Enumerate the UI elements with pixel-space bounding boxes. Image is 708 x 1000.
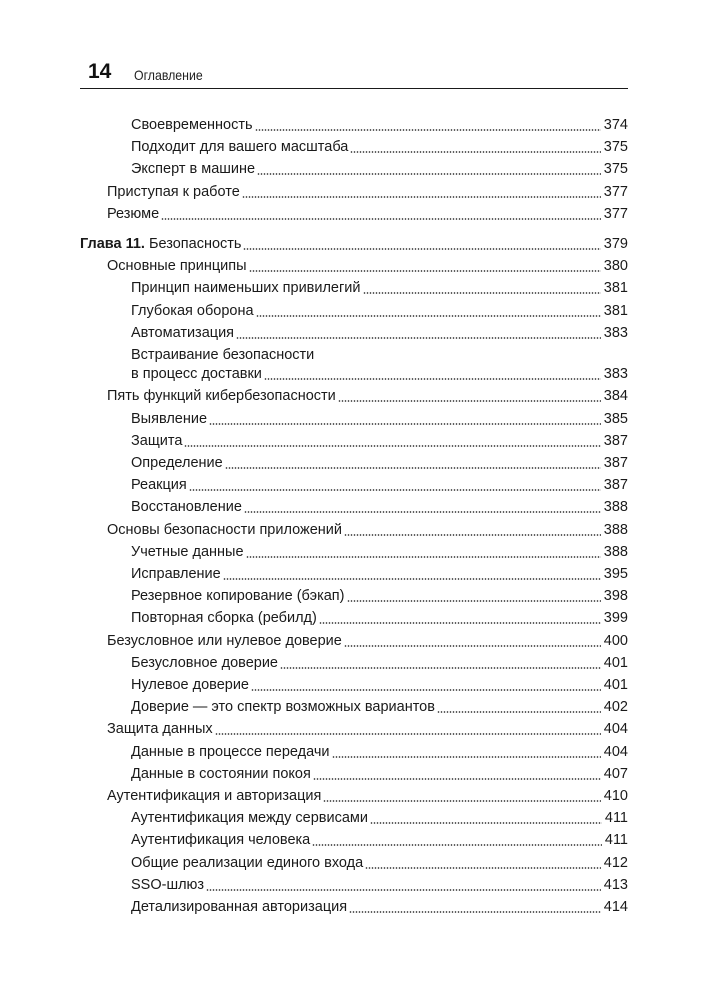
dot-leader (255, 129, 601, 131)
toc-entry-title: Восстановление (131, 499, 242, 516)
toc-entry-title: Определение (131, 455, 223, 471)
toc-entry-title: Данные в процессе передачи (131, 743, 330, 760)
toc-page-number: 379 (603, 236, 628, 252)
toc-entry-title: Общие реализации единого входа (131, 854, 364, 871)
dot-leader (313, 778, 601, 780)
dot-leader (338, 400, 601, 402)
chapter-title: Безопасность (148, 236, 242, 252)
toc-page-number: 384 (603, 388, 628, 405)
dot-leader (242, 196, 601, 198)
toc-entry-title: Пять функций кибербезопасности (107, 388, 336, 405)
toc-page-number: 387 (603, 477, 628, 494)
toc-entry-row[interactable] (131, 303, 628, 320)
dot-leader (236, 337, 601, 339)
dot-leader (251, 689, 601, 691)
toc-entry-title: Защита данных (107, 721, 213, 738)
dot-leader (319, 622, 601, 624)
toc-entry-title: Резервное копирование (бэкап) (131, 588, 345, 605)
toc-page-number: 410 (603, 788, 628, 804)
toc-entry-row[interactable] (131, 499, 628, 516)
toc-entry-title: Основы безопасности приложений (107, 521, 342, 538)
toc-entry-title: Доверие — это спектр возможных вариантов (131, 699, 435, 716)
toc-entry-row[interactable] (131, 655, 628, 672)
toc-page-number: 380 (603, 258, 628, 275)
toc-entry-row[interactable] (131, 566, 628, 583)
dot-leader (246, 556, 601, 558)
toc-entry-row[interactable] (107, 522, 628, 539)
toc-entry-title: Своевременность (131, 117, 253, 133)
toc-page-number: 395 (603, 566, 628, 582)
toc-entry-row[interactable] (131, 280, 628, 297)
toc-entry-title-line: Встраивание безопасности (131, 347, 315, 363)
toc-entry-row[interactable] (107, 633, 628, 650)
dot-leader (257, 173, 601, 175)
dot-leader (347, 600, 601, 602)
dot-leader (350, 151, 600, 153)
dot-leader (280, 667, 601, 669)
toc-entry-row[interactable] (131, 744, 628, 761)
dot-leader (365, 867, 601, 869)
toc-entry-title: Безусловное или нулевое доверие (107, 632, 342, 649)
toc-entry-title: Безусловное доверие (131, 654, 278, 671)
dot-leader (223, 578, 601, 580)
toc-page-number: 413 (603, 876, 628, 893)
dot-leader (264, 378, 601, 380)
toc-page-number: 387 (603, 455, 628, 471)
toc-entry-row[interactable] (107, 721, 628, 738)
toc-entry-title: Глубокая оборона (131, 302, 254, 319)
toc-page-number: 414 (603, 899, 628, 915)
dot-leader (215, 733, 601, 735)
dot-leader (363, 292, 601, 294)
toc-entry-title: SSO-шлюз (131, 876, 205, 893)
toc-entry-row[interactable] (131, 588, 628, 605)
dot-leader (344, 534, 601, 536)
page-number: 14 (88, 60, 112, 83)
dot-leader (244, 511, 601, 513)
toc-page-number: 388 (603, 543, 628, 560)
toc-entry-title: Выявление (131, 410, 208, 427)
toc-entry-row[interactable] (107, 388, 628, 405)
toc-page-number: 387 (603, 432, 628, 449)
toc-entry-title: Учетные данные (131, 543, 244, 560)
toc-page-number: 401 (603, 677, 628, 693)
toc-page-number: 385 (603, 410, 628, 427)
toc-page-number: 388 (603, 499, 628, 516)
toc-entry-title: Аутентификация человека (131, 832, 311, 849)
toc-entry-title: Аутентификация между сервисами (131, 810, 368, 827)
toc-entry-row[interactable] (131, 855, 628, 872)
toc-page-number: 383 (603, 366, 628, 383)
dot-leader (349, 911, 601, 913)
toc-entry-title: в процесс доставки (131, 366, 262, 383)
dot-leader (184, 445, 600, 447)
toc-entry-row[interactable] (107, 258, 628, 275)
toc-page-number: 404 (603, 743, 628, 760)
dot-leader (206, 889, 601, 891)
toc-page-number: 375 (603, 161, 628, 178)
toc-page-number: 407 (603, 765, 628, 782)
toc-entry-row[interactable] (131, 699, 628, 716)
dot-leader (332, 756, 601, 758)
dot-leader (243, 248, 600, 250)
toc-entry-title: Реакция (131, 477, 187, 494)
dot-leader (437, 711, 601, 713)
toc-entry-row[interactable] (131, 766, 628, 783)
chapter-label: Глава 11. (80, 236, 149, 252)
toc-page-number: 400 (603, 632, 628, 649)
toc-entry-row[interactable] (131, 810, 628, 827)
toc-page-number: 411 (604, 832, 628, 849)
toc-entry-row[interactable] (131, 832, 628, 849)
toc-entry-row[interactable] (131, 161, 628, 178)
toc-page-number: 377 (603, 205, 628, 222)
toc-page-number: 388 (603, 521, 628, 538)
page-header (80, 58, 628, 89)
toc-page-number: 381 (603, 302, 628, 319)
toc-entry-title: Подходит для вашего масштаба (131, 139, 349, 156)
toc-chapter-row[interactable] (80, 236, 628, 253)
toc-entry-row[interactable] (131, 877, 628, 894)
toc-entry-title (80, 236, 241, 253)
toc-entry-row[interactable] (131, 411, 628, 428)
toc-page-number: 398 (603, 588, 628, 605)
dot-leader (256, 315, 601, 317)
toc-entry-row[interactable] (131, 433, 628, 450)
toc-page-number: 374 (603, 117, 628, 133)
toc-entry-row[interactable] (131, 366, 628, 383)
toc-page-number: 381 (603, 280, 628, 297)
toc-entry-row[interactable] (131, 899, 628, 916)
dot-leader (189, 489, 601, 491)
toc-entry-row[interactable] (131, 139, 628, 156)
toc-page-number: 401 (603, 654, 628, 671)
toc-entry-row[interactable] (107, 206, 628, 223)
toc-entry-row[interactable] (131, 544, 628, 561)
toc-page-number: 375 (603, 139, 628, 156)
dot-leader (323, 800, 600, 802)
toc-entry-title: Детализированная авторизация (131, 899, 348, 915)
dot-leader (249, 270, 601, 272)
toc-entry-title: Аутентификация и авторизация (107, 788, 322, 804)
toc-page-number: 404 (603, 721, 628, 738)
toc-entry-title: Резюме (107, 205, 160, 222)
dot-leader (225, 467, 601, 469)
toc-entry-title: Эксперт в машине (131, 161, 256, 178)
toc-page-number: 399 (603, 610, 628, 627)
toc-entry-title: Приступая к работе (107, 183, 240, 200)
toc-entry-title: Автоматизация (131, 324, 235, 341)
toc-page-number: 411 (604, 810, 628, 827)
toc-page-number: 377 (603, 183, 628, 200)
toc-page-number: 412 (603, 854, 628, 871)
toc-entry-title: Повторная сборка (ребилд) (131, 610, 317, 627)
dot-leader (370, 822, 602, 824)
toc-entry-row[interactable] (131, 677, 628, 694)
dot-leader (209, 423, 601, 425)
toc-entry-row[interactable] (107, 788, 628, 805)
toc-entry-row[interactable] (131, 325, 628, 342)
toc-entry-title: Исправление (131, 566, 221, 582)
toc-entry-row[interactable] (131, 455, 628, 472)
toc-page-number: 402 (603, 699, 628, 716)
dot-leader (344, 645, 601, 647)
dot-leader (312, 844, 602, 846)
toc-entry-title: Данные в состоянии покоя (131, 765, 311, 782)
toc-entry-row[interactable] (131, 477, 628, 494)
dot-leader (161, 218, 601, 220)
toc-entry-title: Защита (131, 432, 183, 449)
toc-entry-row[interactable] (131, 610, 628, 627)
toc-entry-title: Нулевое доверие (131, 677, 249, 693)
running-head: Оглавление (134, 67, 203, 83)
toc-entry-title: Принцип наименьших привилегий (131, 280, 361, 297)
toc-entry-title: Основные принципы (107, 258, 247, 275)
toc-entry-row[interactable] (107, 184, 628, 201)
toc-page-number: 383 (603, 324, 628, 341)
toc-entry-row[interactable] (131, 117, 628, 134)
